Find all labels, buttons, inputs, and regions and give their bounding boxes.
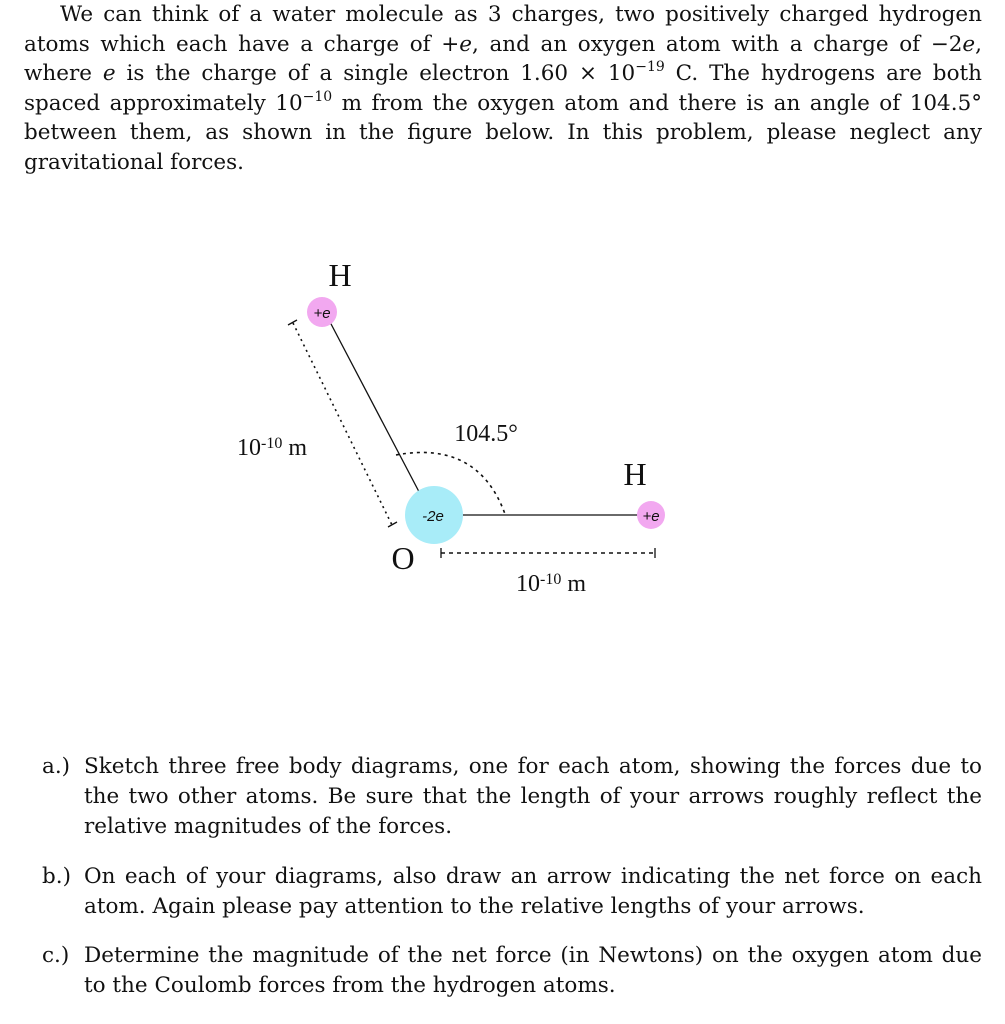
intro-text-1: We can think of a water molecule as 3 charges, two positively charged hydrogen atoms which each have a charge of + — [24, 2, 982, 57]
distance-line-left — [293, 323, 392, 525]
intro-text-3: , where — [24, 31, 982, 86]
distance-left-unit: m — [282, 435, 307, 461]
distance-label-left — [237, 435, 307, 461]
angle-label: 104.5° — [454, 421, 518, 447]
intro-exponent-charge: −19 — [635, 59, 665, 75]
bond-oxygen-top-hydrogen — [330, 322, 427, 507]
hydrogen-right-charge: +e — [642, 508, 660, 525]
question-c-label: c.) — [42, 943, 70, 968]
intro-text-4: is the charge of a single electron 1.60 × 10 — [115, 61, 636, 86]
intro-symbol-e: e — [459, 31, 473, 57]
question-a-text: Sketch three free body diagrams, one for each atom, showing the forces due to the two other atoms. Be sure that the length of your arrows roughly reflect the relative magnitudes of the forces. — [84, 754, 982, 839]
intro-exponent-distance: −10 — [302, 88, 333, 105]
intro-text-2: , and an oxygen atom with a charge of −2 — [472, 31, 963, 57]
hydrogen-top-charge: +e — [313, 305, 331, 322]
question-c-text: Determine the magnitude of the net force (in Newtons) on the oxygen atom due to the Coulomb forces from the hydrogen atoms. — [84, 943, 982, 998]
distance-bottom-base: 10 — [516, 571, 540, 597]
oxygen-charge: -2e — [422, 508, 444, 525]
question-b-label: b.) — [42, 864, 71, 889]
intro-symbol-e: e — [962, 31, 976, 57]
intro-text-5: C. The hydrogens are both spaced approximately 10 — [24, 61, 983, 116]
distance-tick-left-bottom — [388, 522, 397, 527]
intro-text-6: m from the oxygen atom and there is an angle of 104.5° between them, as shown in the figure below. In this problem, please neglect any gravitational forces. — [24, 90, 982, 175]
hydrogen-top-label: H — [328, 257, 352, 293]
distance-bottom-exponent: -10 — [540, 571, 562, 588]
intro-symbol-e: e — [102, 61, 116, 86]
distance-bottom-unit: m — [561, 571, 586, 597]
oxygen-label: O — [391, 540, 415, 576]
distance-left-exponent: -10 — [261, 435, 283, 452]
distance-left-base: 10 — [237, 435, 261, 461]
distance-tick-left-top — [288, 320, 297, 325]
question-a-label: a.) — [42, 754, 71, 779]
distance-label-bottom — [516, 571, 586, 597]
question-b-text: On each of your diagrams, also draw an arrow indicating the net force on each atom. Again please pay attention to the relative lengths of your arrows. — [84, 864, 982, 919]
hydrogen-right-label: H — [623, 456, 647, 492]
